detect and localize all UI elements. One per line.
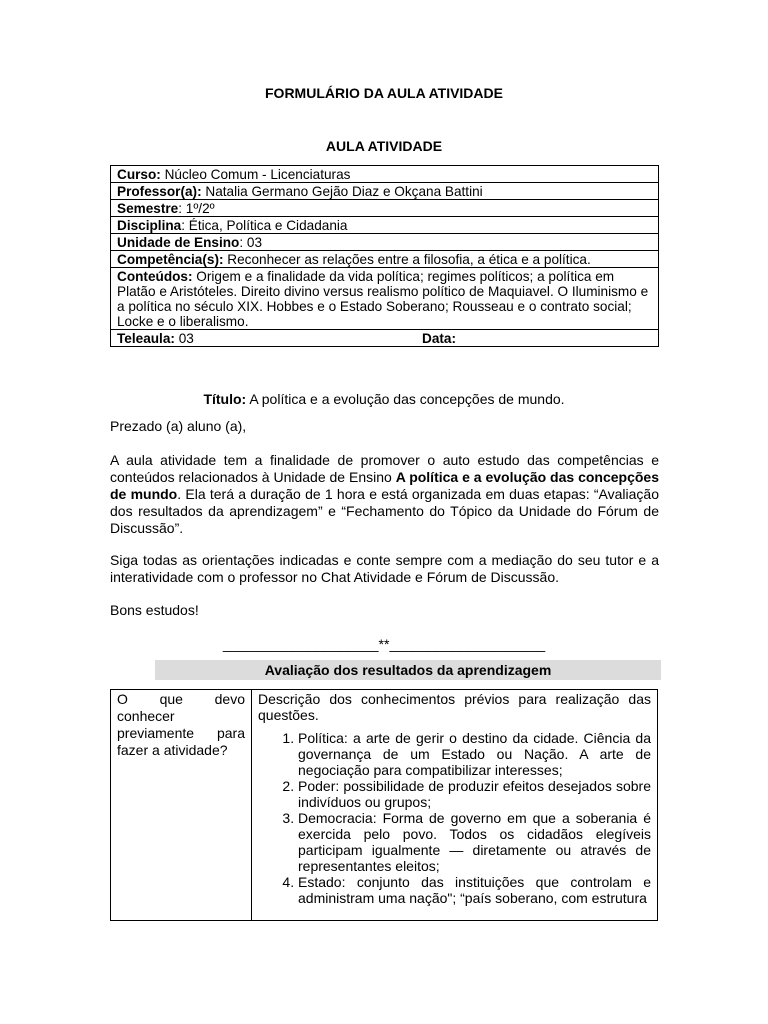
table-row [111, 234, 659, 251]
question-text: O que devo conhecer previamente para [117, 691, 245, 741]
subtitle: AULA ATIVIDADE [325, 138, 443, 154]
teleaula-label: Teleaula: [117, 331, 175, 346]
question-cell [111, 690, 252, 921]
table-row [111, 200, 659, 217]
unidade-value: : 03 [239, 235, 263, 250]
description-cell [252, 690, 657, 906]
intro-text-2: . Ela terá a duração de 1 hora e está organizada em duas etapas: “Avaliação dos resultados da aprendizagem” e “Fechamento do Tópico da Unidade do Fórum de Discussão”. [110, 486, 660, 536]
concept-list [258, 730, 651, 906]
description-text: Descrição dos conhecimentos prévios para realização das questões. [258, 691, 651, 723]
professor-cell [111, 183, 659, 200]
professor-label: Professor(a): [117, 184, 202, 199]
semestre-value: : 1º/2º [178, 201, 215, 216]
disciplina-value: : Ética, Política e Cidadania [181, 218, 348, 233]
titulo-label: Título: [203, 391, 247, 407]
intro-text-1: A aula atividade tem a finalidade de promover o auto estudo das competências e conteúdos relacionados à Unidade de Ensino [110, 452, 659, 485]
table-row [111, 183, 659, 200]
professor-value: Natalia Germano Gejão Diaz e Okçana Battini [201, 184, 483, 199]
form-title: FORMULÁRIO DA AULA ATIVIDADE [265, 85, 503, 101]
data-label: Data: [422, 331, 456, 346]
closing-text: Bons estudos! [110, 602, 199, 618]
table-row [111, 251, 659, 268]
guidance-paragraph: Siga todas as orientações indicadas e conte sempre com a mediação do seu tutor e a interatividade com o professor no Chat Atividade e Fórum de Discussão. [110, 552, 659, 585]
curso-cell [111, 166, 659, 183]
separator-line: ____________________**____________________ [222, 636, 546, 652]
titulo-value: A política e a evolução das concepções de mundo. [246, 391, 565, 407]
intro-unit-name: A política e a evolução das concepções de mundo [110, 469, 659, 502]
semestre-label: Semestre [117, 201, 179, 216]
competencia-value: Reconhecer as relações entre a filosofia, a ética e a política. [223, 252, 591, 267]
semestre-cell [111, 200, 659, 217]
list-item: 3. Democracia: Forma de governo em que a soberania é exercida pelo povo. Todos os cidadãos elegíveis participam igualmente — diretamente ou através de representantes eleitos; [298, 810, 651, 874]
section-heading: Avaliação dos resultados da aprendizagem [155, 660, 661, 680]
list-item: 4. Estado: conjunto das instituições que controlam e administram uma nação"; “país soberano, com estrutura [298, 874, 651, 906]
table-row [111, 217, 659, 234]
table-row [111, 268, 659, 330]
disciplina-cell [111, 217, 659, 234]
competencia-label: Competência(s): [117, 252, 224, 267]
conteudos-value: Origem e a finalidade da vida política; regimes políticos; a política em Platão e Aristóteles. Direito divino versus realismo político de Maquiavel. O Iluminismo e a política no século XIX. Hobbes e o Estado Soberano; Rousseau e o contrato social; Locke e o liberalismo. [117, 269, 649, 329]
disciplina-label: Disciplina [117, 218, 182, 233]
curso-value: Núcleo Comum - Licenciaturas [160, 167, 351, 182]
conteudos-cell [111, 268, 659, 330]
teleaula-value: 03 [174, 331, 194, 346]
list-item: 2. Poder: possibilidade de produzir efeitos desejados sobre indivíduos ou grupos; [298, 778, 651, 810]
intro-paragraph [110, 452, 659, 537]
table-row [111, 330, 659, 347]
course-info-table [110, 165, 659, 347]
competencia-cell [111, 251, 659, 268]
question-text-end: fazer a atividade? [117, 742, 228, 758]
table-row [111, 166, 659, 183]
list-item: 1. Política: a arte de gerir o destino da cidade. Ciência da governança de um Estado ou Nação. A arte de negociação para compatibilizar interesses; [298, 730, 651, 778]
conteudos-label: Conteúdos: [117, 269, 193, 284]
unidade-label: Unidade de Ensino [117, 235, 240, 250]
greeting: Prezado (a) aluno (a), [110, 418, 247, 434]
document-title [0, 391, 768, 407]
prior-knowledge-table [110, 689, 658, 921]
teleaula-cell [111, 330, 659, 347]
unidade-cell [111, 234, 659, 251]
curso-label: Curso: [117, 167, 161, 182]
